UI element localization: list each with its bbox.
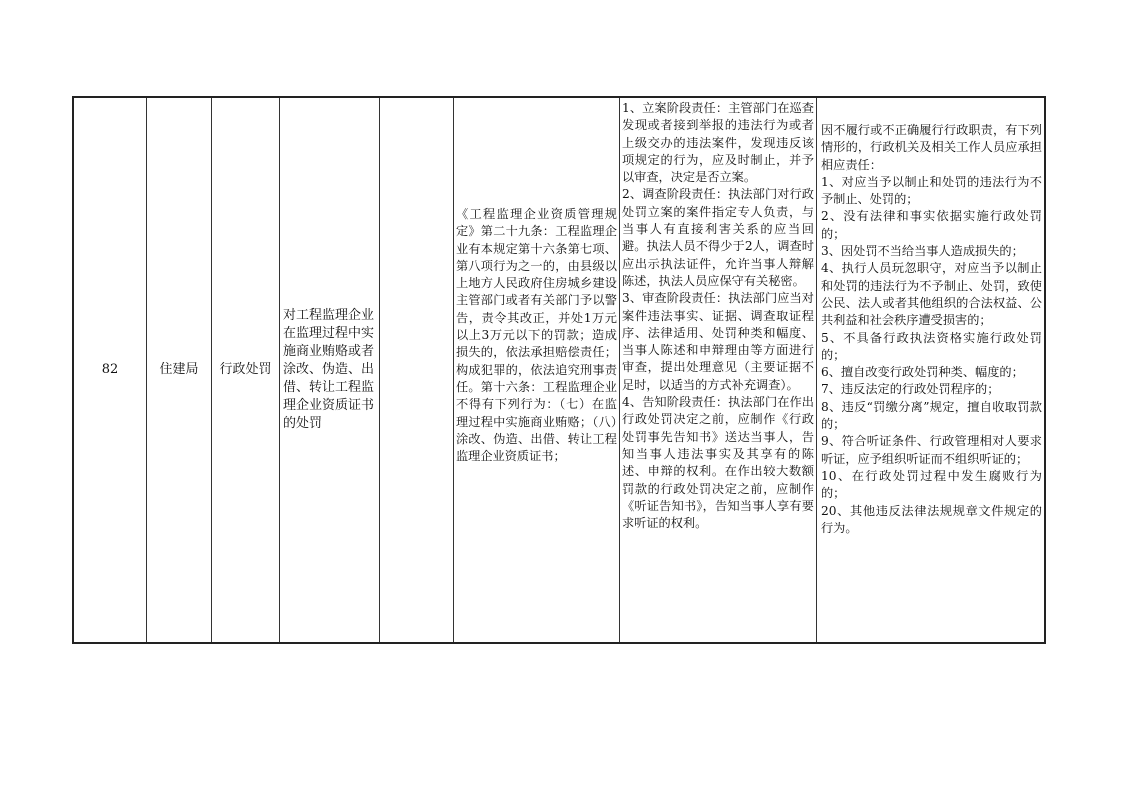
duty-text: 1、立案阶段责任：主管部门在巡查发现或者接到举报的违法行为或者上级交办的违法案件，发现违反该项规定的行为，应及时制止，并予以审查，决定是否立案。 2、调查阶段责任：执法部门对行政处罚立案的案件指定专人负责，与当事人有直接利害关系的应当回避。执法人员不得少于2人，调查时应出示执法证件，允许当事人辩解陈述，执法人员应保守有关秘密。 3、审查阶段责任：执法部门应当对案件违法事实、证据、调查取证程序、法律适用、处罚种类和幅度、当事人陈述和申辩理由等方面进行审查，提出处理意见（主要证据不足时，以适当的方式补充调查）。 4、告知阶段责任：执法部门在作出行政处罚决定之前，应制作《行政处罚事先告知书》送达当事人，告知当事人违法事实及其享有的陈述、申辩的权利。在作出较大数额罚款的行政处罚决定之前，应制作《听证告知书》，告知当事人享有要求听证的权利。 — [622, 101, 814, 531]
table-row — [74, 98, 1044, 642]
legal-basis-text: 《工程监理企业资质管理规定》第二十九条：工程监理企业有本规定第十六条第七项、第八项行为之一的，由县级以上地方人民政府住房城乡建设主管部门或者有关部门予以警告，责令其改正，并处1万元以上3万元以下的罚款；造成损失的，依法承担赔偿责任；构成犯罪的，依法追究刑事责任。第十六条：工程监理企业不得有下列行为：（七）在监理过程中实施商业贿赂；（八）涂改、伪造、出借、转让工程监理企业资质证书； — [456, 207, 617, 464]
accountability-text: 因不履行或不正确履行行政职责，有下列情形的，行政机关及相关工作人员应承担相应责任： 1、对应当予以制止和处罚的违法行为不予制止、处罚的； 2、没有法律和事实依据实施行政处罚的； 3、因处罚不当给当事人造成损失的； 4、执行人员玩忽职守，对应当予以制止和处罚的违法行为不予制止、处罚，致使公民、法人或者其他组织的合法权益、公共利益和社会秩序遭受损害的； 5、不具备行政执法资格实施行政处罚的； 6、擅自改变行政处罚种类、幅度的； 7、违反法定的行政处罚程序的； 8、违反“罚缴分离”规定，擅自收取罚款的； 9、符合听证条件、行政管理相对人要求听证，应予组织听证而不组织听证的； 10、在行政处罚过程中发生腐败行为的； 20、其他违反法律法规规章文件规定的行为。 — [821, 123, 1042, 535]
duty-cell — [620, 98, 817, 642]
type-cell — [212, 98, 280, 642]
item-name: 对工程监理企业在监理过程中实施商业贿赂或者涂改、伪造、出借、转让工程监理企业资质证书的处罚 — [283, 308, 375, 431]
legal-basis-cell — [454, 98, 620, 642]
number-cell — [74, 98, 147, 642]
responsibility-table — [72, 96, 1046, 644]
item-name-cell — [280, 98, 380, 642]
department-cell — [147, 98, 212, 642]
item-number: 82 — [101, 362, 119, 377]
power-type: 行政处罚 — [219, 362, 272, 377]
accountability-cell — [817, 98, 1046, 642]
blank-cell — [380, 98, 454, 642]
department-name: 住建局 — [159, 362, 199, 377]
